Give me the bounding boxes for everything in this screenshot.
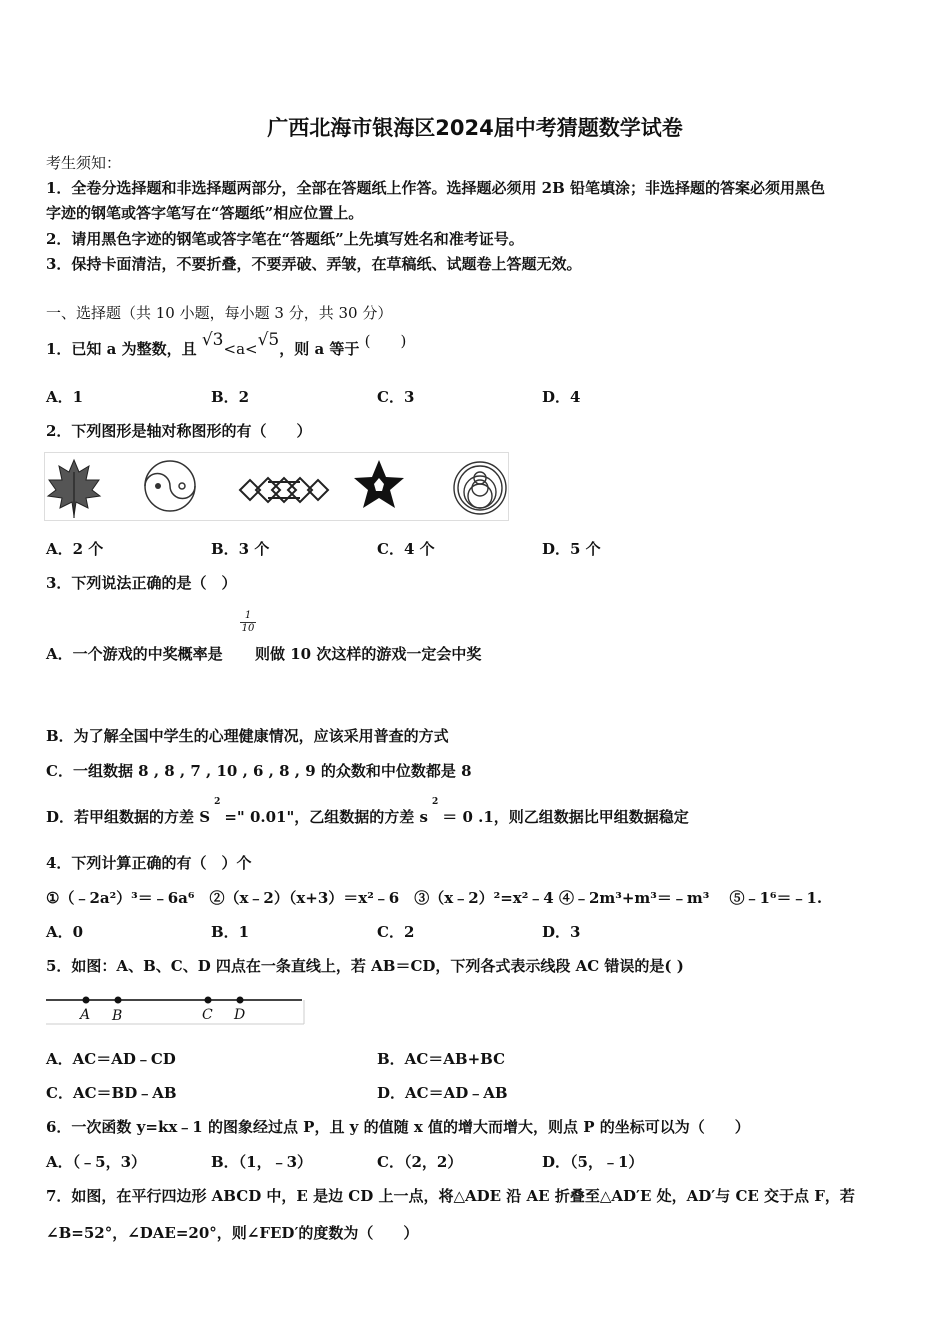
- q3-stem: 3．下列说法正确的是（ ）: [46, 574, 237, 592]
- q5-option-d[interactable]: D．AC＝AD﹣AB: [377, 1084, 508, 1102]
- q1-option-d[interactable]: D．4: [542, 388, 581, 406]
- q3-d-part2: =" 0.01"，乙组数据的方差 s: [224, 808, 428, 826]
- yin-yang-icon: [145, 461, 195, 511]
- q5-point-b: [115, 997, 122, 1004]
- notice-heading: 考生须知：: [46, 154, 122, 172]
- star-icon: [354, 460, 404, 508]
- q3-option-a-tail: 则做 10 次这样的游戏一定会中奖: [255, 645, 482, 663]
- q4-items: ①（﹣2a²）³＝﹣6a⁶ ②（x﹣2）（x+3）＝x²﹣6 ③（x﹣2）²=x²﹣4 ④﹣2m³+m³＝﹣m³ ⑤﹣1⁶＝﹣1.: [46, 889, 823, 907]
- q1-post: ，则 a 等于: [279, 340, 360, 358]
- q2-option-c[interactable]: C．4 个: [377, 540, 435, 558]
- q3-fraction: [240, 610, 256, 635]
- nested-circles-icon: [454, 462, 506, 514]
- q3-d-part3: ＝ 0 .1，则乙组数据比甲组数据稳定: [442, 808, 689, 826]
- q3-fraction-den: 10: [241, 623, 255, 634]
- q3-d-sq1: 2: [214, 797, 221, 807]
- q3-option-a[interactable]: A．一个游戏的中奖概率是: [46, 645, 223, 663]
- q4-option-d[interactable]: D．3: [542, 923, 581, 941]
- q4-option-c[interactable]: C．2: [377, 923, 415, 941]
- q3-fraction-num: 1: [244, 610, 252, 621]
- q3-d-part1: D．若甲组数据的方差 S: [46, 808, 211, 826]
- q3-option-b[interactable]: B．为了解全国中学生的心理健康情况，应该采用普查的方式: [46, 727, 449, 745]
- q6-option-d[interactable]: D．（5，﹣1）: [542, 1153, 644, 1171]
- q5-option-c[interactable]: C．AC＝BD﹣AB: [46, 1084, 177, 1102]
- q7-stem-line-2: ∠B=52°，∠DAE=20°，则∠FED′的度数为（ ）: [46, 1224, 419, 1242]
- q1-stem: [46, 330, 407, 359]
- q6-stem: 6．一次函数 y=kx﹣1 的图象经过点 P，且 y 的值随 x 值的增大而增大，则点 P 的坐标可以为（ ）: [46, 1118, 750, 1136]
- q6-option-a[interactable]: A．（﹣5，3）: [46, 1153, 147, 1171]
- section-heading: 一、选择题（共 10 小题，每小题 3 分，共 30 分）: [46, 304, 393, 322]
- q1-mid: <a<: [223, 340, 258, 358]
- q7-stem-line-1: 7．如图，在平行四边形 ABCD 中，E 是边 CD 上一点，将△ADE 沿 AE 折叠至△AD′E 处，AD′与 CE 交于点 F，若: [46, 1187, 855, 1205]
- q6-option-b[interactable]: B．（1，﹣3）: [211, 1153, 313, 1171]
- q5-label-c: C: [202, 1007, 213, 1023]
- notice-line-3: 3．保持卡面清洁，不要折叠，不要弄破、弄皱，在草稿纸、试题卷上答题无效。: [46, 255, 582, 273]
- q5-point-d: [237, 997, 244, 1004]
- q5-option-b[interactable]: B．AC＝AB+BC: [377, 1050, 506, 1068]
- q2-figures: [44, 452, 510, 522]
- q1-paren: ( ): [364, 332, 407, 350]
- q5-line-figure: [44, 990, 306, 1026]
- q1-option-b[interactable]: B．2: [211, 388, 250, 406]
- q5-label-d: D: [234, 1007, 246, 1023]
- q3-option-d[interactable]: [46, 797, 689, 827]
- page-title: 广西北海市银海区2024届中考猜题数学试卷: [267, 116, 683, 140]
- notice-line-1b: 字迹的钢笔或答字笔写在“答题纸”相应位置上。: [46, 204, 364, 222]
- notice-line-1a: 1．全卷分选择题和非选择题两部分，全部在答题纸上作答。选择题必须用 2B 铅笔填涂；非选择题的答案必须用黑色: [46, 179, 826, 197]
- q2-option-b[interactable]: B．3 个: [211, 540, 270, 558]
- q3-d-sq2: 2: [431, 797, 439, 807]
- q5-stem: 5．如图：A、B、C、D 四点在一条直线上，若 AB＝CD，下列各式表示线段 AC 错误的是( ): [46, 957, 684, 975]
- q4-stem: 4．下列计算正确的有（ ）个: [46, 854, 252, 872]
- q1-sqrt5: √5: [257, 330, 280, 350]
- q5-point-c: [205, 997, 212, 1004]
- knot-pattern-icon: [240, 478, 328, 502]
- q4-option-a[interactable]: A．0: [46, 923, 84, 941]
- notice-line-2: 2．请用黑色字迹的钢笔或答字笔在“答题纸”上先填写姓名和准考证号。: [46, 230, 524, 248]
- q4-option-b[interactable]: B．1: [211, 923, 250, 941]
- q5-option-a[interactable]: A．AC＝AD﹣CD: [46, 1050, 176, 1068]
- q2-option-d[interactable]: D．5 个: [542, 540, 601, 558]
- q1-option-c[interactable]: C．3: [377, 388, 415, 406]
- q1-option-a[interactable]: A．1: [46, 388, 84, 406]
- q5-label-a: A: [80, 1007, 91, 1023]
- q1-sqrt3: √3: [201, 330, 224, 350]
- q5-label-b: B: [112, 1008, 123, 1024]
- q5-point-a: [83, 997, 90, 1004]
- q2-option-a[interactable]: A．2 个: [46, 540, 104, 558]
- q2-stem: 2．下列图形是轴对称图形的有（ ）: [46, 422, 312, 440]
- q1-pre: 1．已知 a 为整数，且: [46, 340, 197, 358]
- maple-leaf-icon: [48, 460, 100, 518]
- q6-option-c[interactable]: C．（2，2）: [377, 1153, 463, 1171]
- q3-option-c[interactable]: C．一组数据 8 , 8 , 7 , 10 , 6 , 8 , 9 的众数和中位数都是 8: [46, 762, 472, 780]
